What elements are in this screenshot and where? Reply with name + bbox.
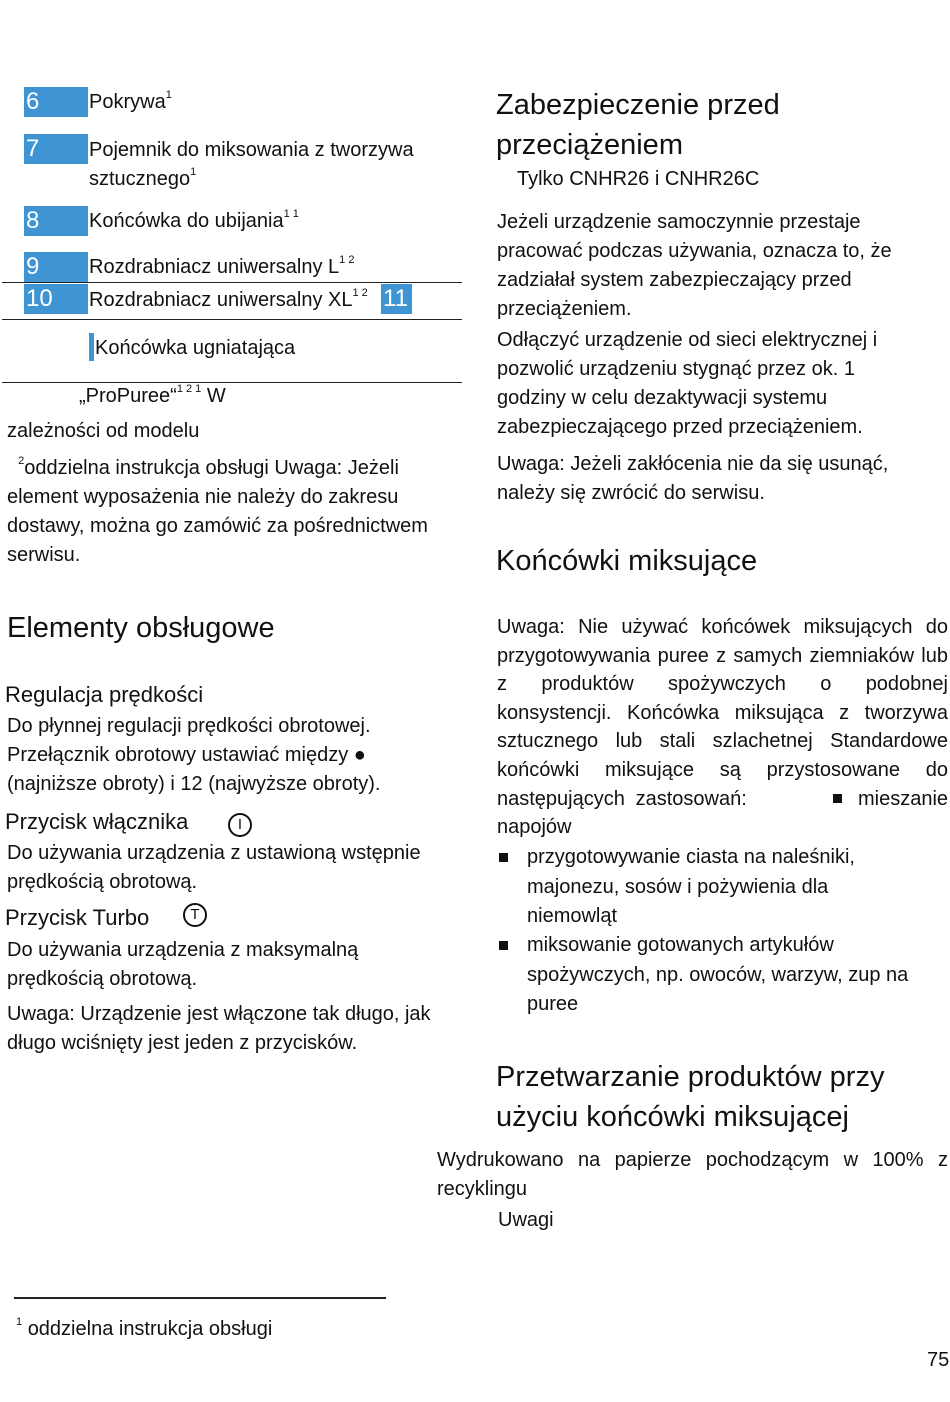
footnote: $^1$ oddzielna instrukcja obsługi [16,1316,273,1340]
bullet-square-icon [499,853,508,862]
part-label-cont: sztucznego$^1$ [89,166,197,190]
part-label: Rozdrabniacz uniwersalny $L^{1 2}$ [89,254,355,278]
highlight-marker [89,333,94,361]
part-number: 10 [24,284,88,314]
overload-subtitle: Tylko CNHR26 i CNHR26C [517,168,760,190]
speed-title: Regulacja prędkości [5,682,204,707]
overload-text-1: Jeżeli urządzenie samoczynnie przestaje pracować podczas używania, oznacza to, że zadziałał system zabezpieczający przed przeciążeniem. [497,211,892,320]
section-title-processing: Przetwarzanie produktów przy [496,1061,885,1093]
part-label: Pojemnik do miksowania z tworzywa [89,139,414,161]
part-label: Końcówka do ubijania$^{1 1}$ [89,208,299,232]
divider [2,382,462,383]
speed-text: Do płynnej regulacji prędkości obrotowej. Przełącznik obrotowy ustawiać między ● (najniższe obroty) i 12 (najwyższe obroty). [7,715,381,795]
turbo-title: Przycisk Turbo [5,905,150,930]
notes-label: Uwagi [498,1209,554,1231]
power-text: Do używania urządzenia z ustawioną wstępnie prędkością obrotową. [7,842,421,893]
turbo-icon: T [183,903,207,927]
section-title-controls: Elementy obsługowe [7,612,275,644]
divider [2,282,462,283]
part-label: Pokrywa$^1$ [89,89,172,113]
power-title: Przycisk włącznika [5,809,189,834]
section-title-overload-cont: przeciążeniem [496,129,683,161]
footnote-2-text: $^2$oddzielna instrukcja obsługi Uwaga: Jeżeli element wyposażenia nie należy do zakresu dostawy, można go zamówić za pośrednictwem serwisu. [7,455,428,566]
section-title-processing-cont: użyciu końcówki miksującej [496,1101,849,1133]
part-label: Rozdrabniacz uniwersalny $XL^{1 2}$ [89,287,368,311]
footnote-rule [14,1297,386,1299]
divider [2,319,462,320]
section-title-mixing: Końcówki miksujące [496,545,758,577]
power-icon: I [228,813,252,837]
part-number: 8 [24,206,88,236]
part-number: 7 [24,134,88,164]
part-number-11: 11 [381,284,412,314]
model-dependency-text: zależności od modelu [7,420,200,442]
recycled-paper-text: Wydrukowano na papierze pochodzącym w 100% z recyklingu [437,1149,948,1200]
bullet-square-icon [833,794,842,803]
mixing-text: Uwaga: Nie używać końcówek miksujących do przygotowywania puree z samych ziemniaków lub z produktów spożywczych o podobnej konsystencji. Końcówka miksująca z tworzywa sztucznego lub stali szlachetnej Standardowe końcówki miksujące są przystosowane do następujących zastosowań: mieszanie napojów [497,616,949,839]
page-number: 75 [927,1349,950,1371]
bullet-square-icon [499,941,508,950]
overload-text-3: Uwaga: Jeżeli zakłócenia nie da się usunąć, należy się zwrócić do serwisu. [497,453,889,504]
turbo-text: Do używania urządzenia z maksymalną prędkością obrotową. [7,939,359,990]
kneading-label: Końcówka ugniatająca [95,337,296,359]
part-number: 9 [24,252,88,282]
propuree-label: „ProPuree“$^{1 2 1}$ W [79,383,226,407]
part-number: 6 [24,87,88,117]
controls-note: Uwaga: Urządzenie jest włączone tak długo, jak długo wciśnięty jest jeden z przycisków. [7,1003,431,1054]
section-title-overload: Zabezpieczenie przed [496,89,780,121]
overload-text-2: Odłączyć urządzenie od sieci elektrycznej i pozwolić urządzeniu stygnąć przez ok. 1 godziny w celu dezaktywacji systemu zabezpieczającego przed przeciążeniem. [497,329,878,438]
